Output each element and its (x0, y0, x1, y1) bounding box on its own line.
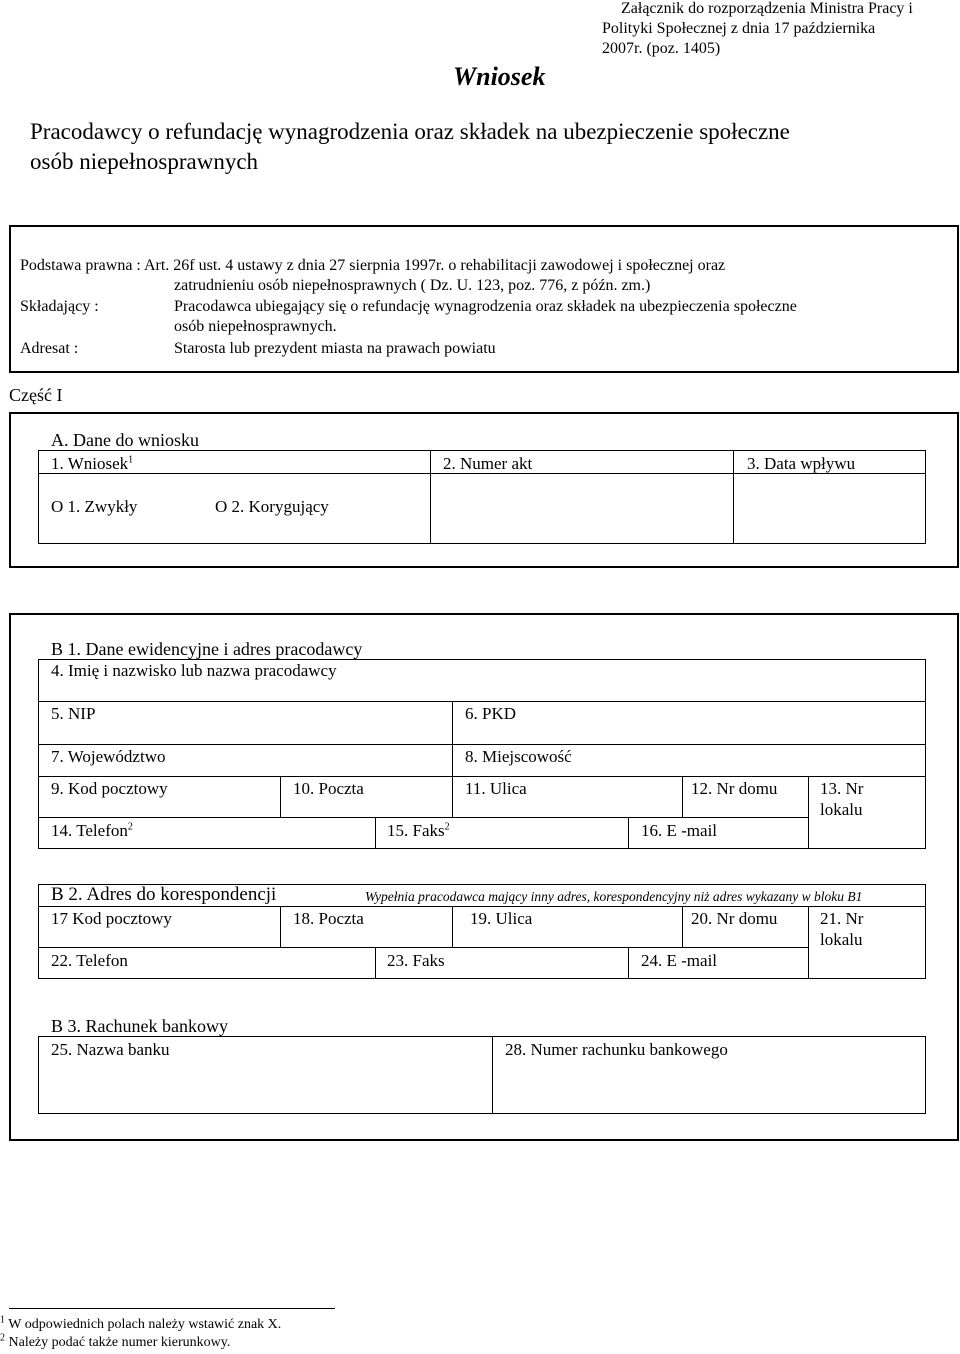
field-nr-lokalu-label-cont: lokalu (820, 800, 863, 819)
footnote-ref: 2 (127, 821, 133, 833)
divider (280, 906, 281, 947)
field-nazwa-pracodawcy-label: 4. Imię i nazwisko lub nazwa pracodawcy (51, 661, 337, 680)
submitter-value-cont: osób niepełnosprawnych. (174, 318, 337, 335)
section-b2-title: B 2. Adres do korespondencji (51, 884, 277, 905)
footnote-2: $^2$ Należy podać także numer kierunkowy. (0, 1332, 231, 1350)
divider (38, 776, 926, 777)
part-heading: Część I (9, 385, 63, 405)
section-b3-title: B 3. Rachunek bankowy (51, 1016, 228, 1036)
divider (38, 947, 808, 948)
section-b1-title: B 1. Dane ewidencyjne i adres pracodawcy (51, 639, 363, 659)
field-nr-lokalu-label: 21. Nr (820, 909, 864, 928)
numer-akt-input[interactable] (431, 474, 732, 543)
field-faks-label: 15. Faks$^2$ (387, 821, 450, 840)
field-pkd-label: 6. PKD (465, 704, 517, 723)
submitter-label: Składający : (20, 298, 99, 315)
legal-basis: Podstawa prawna : Art. 26f ust. 4 ustawy z dnia 27 sierpnia 1997r. o rehabilitacji zawodowej i społecznej oraz (20, 257, 726, 274)
divider (682, 906, 683, 947)
divider (808, 776, 809, 849)
section-a-title: A. Dane do wniosku (51, 430, 199, 450)
submitter-value: Pracodawca ubiegający się o refundację wynagrodzenia oraz składek na ubezpieczenia społeczne (174, 298, 797, 315)
field-nip-label: 5. NIP (51, 704, 96, 723)
annex-line-3: 2007r. (poz. 1405) (602, 40, 721, 57)
data-wplywu-input[interactable] (734, 474, 925, 543)
field-numer-rachunku-label: 28. Numer rachunku bankowego (505, 1040, 728, 1059)
field-nazwa-banku-label: 25. Nazwa banku (51, 1040, 170, 1059)
addressee-label: Adresat : (20, 340, 79, 357)
divider (808, 906, 809, 979)
field-nr-domu-label: 20. Nr domu (691, 909, 778, 928)
option-korygujacy[interactable]: O 2. Korygujący (215, 497, 329, 516)
field-telefon-label: 22. Telefon (51, 951, 128, 970)
field-data-wplywu-label: 3. Data wpływu (747, 454, 856, 473)
field-wojewodztwo-label: 7. Województwo (51, 747, 166, 766)
annex-line-2: Polityki Społecznej z dnia 17 października (602, 20, 876, 37)
footnote-1: $^1$ W odpowiednich polach należy wstawić znak X. (0, 1314, 282, 1332)
legal-basis-cont: zatrudnieniu osób niepełnosprawnych ( Dz. U. 123, poz. 776, z późn. zm.) (174, 277, 651, 294)
footnote-ref: 2 (444, 821, 450, 833)
field-poczta-label: 18. Poczta (293, 909, 364, 928)
option-zwykly[interactable]: O 1. Zwykły (51, 497, 138, 516)
divider (628, 947, 629, 979)
section-b2-note: Wypełnia pracodawca mający inny adres, korespondencyjny niż adres wykazany w bloku B1 (365, 889, 863, 904)
divider (375, 947, 376, 979)
field-nr-lokalu-label: 13. Nr (820, 779, 864, 798)
title-line-2: osób niepełnosprawnych (30, 149, 259, 174)
field-ulica-label: 19. Ulica (470, 909, 533, 928)
form-name: Wniosek (453, 62, 546, 91)
divider (628, 817, 629, 849)
field-ulica-label: 11. Ulica (465, 779, 527, 798)
field-poczta-label: 10. Poczta (293, 779, 364, 798)
annex-line-1: Załącznik do rozporządzenia Ministra Pracy i (621, 0, 913, 17)
divider (280, 776, 281, 817)
footnote-ref: 1 (128, 454, 134, 466)
divider (452, 906, 453, 947)
divider (452, 776, 453, 817)
title-line-1: Pracodawcy o refundację wynagrodzenia oraz składek na ubezpieczenie społeczne (30, 119, 790, 144)
field-faks-label: 23. Faks (387, 951, 445, 970)
divider (38, 817, 808, 818)
divider (38, 701, 926, 702)
divider (375, 817, 376, 849)
field-miejscowosc-label: 8. Miejscowość (465, 747, 572, 766)
footnote-separator (9, 1308, 335, 1309)
addressee-value: Starosta lub prezydent miasta na prawach powiatu (174, 340, 496, 357)
divider (682, 776, 683, 817)
divider (452, 701, 453, 776)
divider (38, 744, 926, 745)
divider (492, 1036, 493, 1114)
field-wniosek-label: 1. Wniosek$^1$ (51, 454, 134, 473)
field-kod-pocztowy-label: 17 Kod pocztowy (51, 909, 172, 928)
section-b3-table (38, 1036, 926, 1114)
field-nr-lokalu-label-cont: lokalu (820, 930, 863, 949)
field-nr-domu-label: 12. Nr domu (691, 779, 778, 798)
field-email-label: 24. E -mail (641, 951, 718, 970)
field-kod-pocztowy-label: 9. Kod pocztowy (51, 779, 168, 798)
field-numer-akt-label: 2. Numer akt (443, 454, 533, 473)
field-telefon-label: 14. Telefon$^2$ (51, 821, 133, 840)
field-email-label: 16. E -mail (641, 821, 718, 840)
